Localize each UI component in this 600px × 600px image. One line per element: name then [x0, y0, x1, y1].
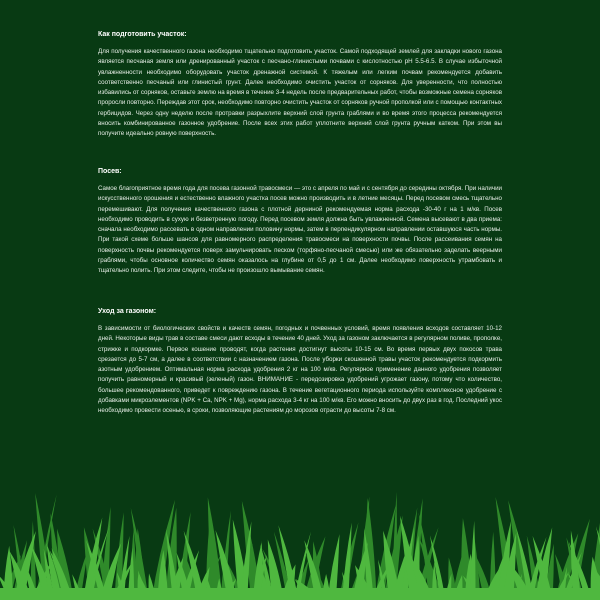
- section-heading: Как подготовить участок:: [98, 31, 187, 38]
- section-text: Самое благоприятное время года для посева газонной травосмеси — это с апреля по май и с сентября до середины октября. При наличии искусственного орошения и естественно влажного участка посев можно производить и в летние месяцы. Перед посевом смесь тщательно перемешивают. Для получения качественного газона с плотной дерниной рекомендуемая норма расхода -30-40 г на 1 м/кв. Посев необходимо проводить в сухую и безветренную погоду. Перед посевом земля должна быть увлажненной. Семена высевают в два приема: сначала необходимо рассевать в одном направлении половину нормы, затем в перпендикулярном направлении оставшуюся часть нормы. При такой схеме больше шансов для равномерного распределения травосмеси на поверхности почвы. После рассеивания семян на поверхность почвы рекомендуется поверх замульчировать песком (торфяно-песчаной смесью) или же обязательно заделать веерными граблями, чтобы основное количество семян оказалось на глубине от 0,5 до 1 см. Далее необходимо поверхность утрамбовать и тщательно полить. При этом следите, чтобы не произошло вымывание семян.: [98, 185, 502, 275]
- section-text: В зависимости от биологических свойств и качеств семян, погодных и почвенных условий, время появления всходов составляет 10-12 дней. Некоторые виды трав в составе смеси дают всходы в течение 40 дней. Уход за газоном заключается в регулярном поливе, прополке, стрижке и подкормке. Первое кошение проводят, когда растения достигнут высоты 10-15 см. Во время первых двух покосов трава срезается до 5-7 см, а далее в соответствии с назначением газона. После уборки скошенной травы участок рекомендуется подкормить азотным удобрением. Оптимальная норма расхода удобрения 2 кг на 100 м/кв. Регулярное применение данного удобрения позволяет получить равномерный и красивый (зеленый) газон. ВНИМАНИЕ - передозировка удобрений угрожает газону, потому что количество, большее рекомендованного, приведет к повреждению газона. В течение вегетационного периода используйте комплексное удобрение с добавками микроэлементов (NPK + Ca, NPK + Mg), норма расхода 3-4 кг на 100 м/кв. Его можно вносить до двух раз в год. Последний укос необходимо провести осенью, в сроки, позволяющие растениям до морозов отрасти до высоты 7-8 см.: [98, 325, 502, 415]
- section-site-preparation: [98, 30, 502, 140]
- section-lawn-care: [98, 307, 502, 417]
- section-heading: Посев:: [98, 168, 122, 175]
- section-sowing: [98, 167, 502, 277]
- grass-illustration: [0, 480, 600, 600]
- section-text: Для получения качественного газона необходимо тщательно подготовить участок. Самой подходящей землей для закладки нового газона является песчаная земля или дренированный участок с песчано-глинистыми почвами с кислотностью pH 5.5-6.5. В случае избыточной увлажненности необходимо оборудовать участок дренажной системой. К тяжелым или легким почвам рекомендуется добавить соответственно песчаный или глинистый грунт. Далее необходимо очистить участок от сорняков. Для уверенности, что полностью избавились от сорняков, оставьте землю на время в течение 3-4 недель после предварительных работ, чтобы возможные семена сорняков проросли повторно. Переждав этот срок, необходимо повторно очистить участок от сорняков ручной прополкой или с помощью контактных гербицидов. Через одну неделю после протравки разрыхлите верхний слой грунта граблями и во время этого процесса рекомендуется вносить комбинированное газонное удобрение. После всех этих работ уплотните верхний слой грунта ручным катком. При этом вы получите идеально ровную поверхность.: [98, 48, 502, 138]
- section-heading: Уход за газоном:: [98, 308, 157, 315]
- grass-base: [0, 588, 600, 600]
